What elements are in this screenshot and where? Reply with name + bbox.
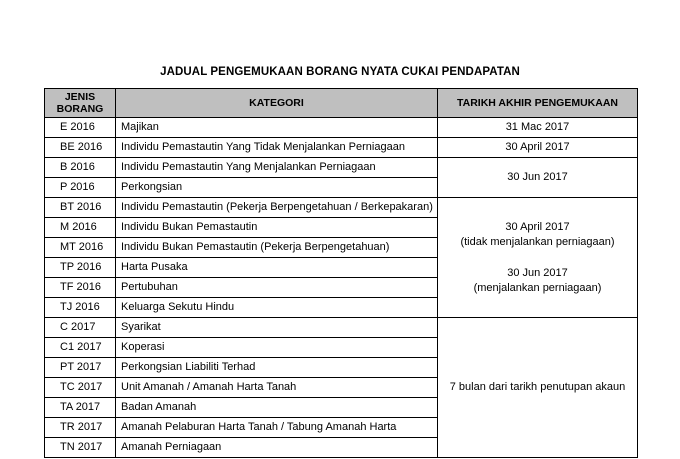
category: Perkongsian xyxy=(116,178,438,198)
category: Keluarga Sekutu Hindu xyxy=(116,298,438,318)
header-tarikh: TARIKH AKHIR PENGEMUKAAN xyxy=(438,89,638,118)
table-row xyxy=(45,318,638,338)
category: Harta Pusaka xyxy=(116,258,438,278)
header-kategori: KATEGORI xyxy=(116,89,438,118)
category: Badan Amanah xyxy=(116,398,438,418)
form-code: C1 2017 xyxy=(45,338,116,358)
deadline-b-date: 30 Jun 2017 xyxy=(507,266,568,279)
category: Syarikat xyxy=(116,318,438,338)
form-code: TP 2016 xyxy=(45,258,116,278)
deadline-b-note: (menjalankan perniagaan) xyxy=(473,281,602,294)
deadline: 31 Mac 2017 xyxy=(438,118,638,138)
form-code: PT 2017 xyxy=(45,358,116,378)
deadline: 7 bulan dari tarikh penutupan akaun xyxy=(438,318,638,458)
filing-schedule-table xyxy=(44,88,638,458)
table-row xyxy=(45,138,638,158)
form-code: TJ 2016 xyxy=(45,298,116,318)
category: Perkongsian Liabiliti Terhad xyxy=(116,358,438,378)
category: Individu Pemastautin Yang Tidak Menjalankan Perniagaan xyxy=(116,138,438,158)
form-code: M 2016 xyxy=(45,218,116,238)
table-row xyxy=(45,118,638,138)
table-row xyxy=(45,198,638,218)
deadline-group-individual xyxy=(438,198,638,318)
form-code: MT 2016 xyxy=(45,238,116,258)
category: Unit Amanah / Amanah Harta Tanah xyxy=(116,378,438,398)
form-code: C 2017 xyxy=(45,318,116,338)
category: Koperasi xyxy=(116,338,438,358)
header-jenis-line1: JENIS xyxy=(64,90,96,103)
form-code: E 2016 xyxy=(45,118,116,138)
header-jenis-line2: BORANG xyxy=(56,103,104,115)
header-jenis-borang xyxy=(45,89,116,118)
form-code: TR 2017 xyxy=(45,418,116,438)
deadline-a-date: 30 April 2017 xyxy=(505,220,570,233)
category: Individu Pemastautin Yang Menjalankan Perniagaan xyxy=(116,158,438,178)
form-code: BE 2016 xyxy=(45,138,116,158)
category: Amanah Perniagaan xyxy=(116,438,438,458)
page-title: JADUAL PENGEMUKAAN BORANG NYATA CUKAI PENDAPATAN xyxy=(160,66,520,78)
form-code: TA 2017 xyxy=(45,398,116,418)
form-code: TF 2016 xyxy=(45,278,116,298)
form-code: BT 2016 xyxy=(45,198,116,218)
deadline-a-note: (tidak menjalankan perniagaan) xyxy=(460,235,615,248)
category: Majikan xyxy=(116,118,438,138)
category: Individu Pemastautin (Pekerja Berpengetahuan / Berkepakaran) xyxy=(116,198,438,218)
deadline: 30 Jun 2017 xyxy=(438,158,638,198)
deadline: 30 April 2017 xyxy=(438,138,638,158)
form-code: TN 2017 xyxy=(45,438,116,458)
form-code: P 2016 xyxy=(45,178,116,198)
category: Individu Bukan Pemastautin xyxy=(116,218,438,238)
table-row xyxy=(45,158,638,178)
category: Pertubuhan xyxy=(116,278,438,298)
category: Amanah Pelaburan Harta Tanah / Tabung Amanah Harta xyxy=(116,418,438,438)
header-row xyxy=(45,89,638,118)
category: Individu Bukan Pemastautin (Pekerja Berpengetahuan) xyxy=(116,238,438,258)
form-code: TC 2017 xyxy=(45,378,116,398)
form-code: B 2016 xyxy=(45,158,116,178)
